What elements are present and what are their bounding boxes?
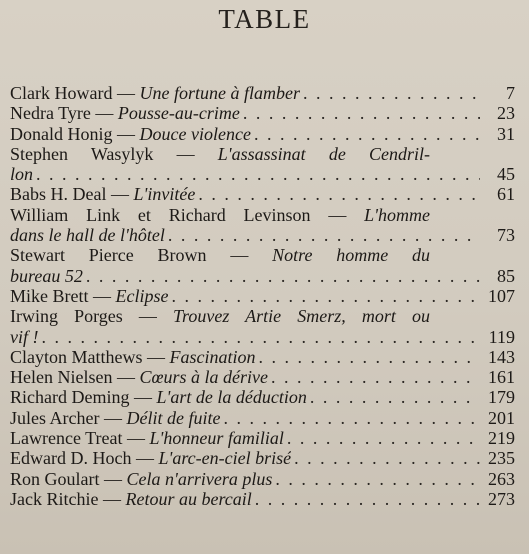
author-name: Ron Goulart <box>10 468 100 489</box>
separator-dash: — <box>129 387 157 408</box>
separator-dash: — <box>131 448 159 469</box>
story-title: Cœurs à la dérive <box>139 367 268 388</box>
author-name: Clayton Matthews <box>10 346 143 367</box>
story-title-continued: bureau 52 <box>10 265 83 286</box>
toc-entry <box>10 347 515 367</box>
separator-dash: — <box>106 184 134 205</box>
story-title: Cela n'arrivera plus <box>126 468 273 489</box>
page-number: 7 <box>506 83 515 103</box>
entry-line <box>10 489 480 509</box>
entry-line <box>10 83 480 103</box>
entry-line <box>10 124 480 144</box>
separator-dash: — <box>142 346 170 367</box>
author-name: Stephen Wasylyk <box>10 143 154 164</box>
dot-leader <box>255 489 480 509</box>
entry-last-line <box>10 164 480 184</box>
separator-dash: — <box>122 428 150 449</box>
story-title: L'invitée <box>133 184 196 205</box>
author-name: Stewart Pierce Brown <box>10 245 207 266</box>
story-title: Notre homme du <box>272 245 430 266</box>
page-number: 219 <box>488 428 515 449</box>
author-name: Lawrence Treat <box>10 428 123 449</box>
page-number: 45 <box>497 164 515 185</box>
entry-line <box>10 469 480 489</box>
separator-dash: — <box>310 204 365 225</box>
toc-entry <box>10 408 515 428</box>
author-name: Nedra Tyre <box>10 103 91 124</box>
toc-entry <box>10 286 515 306</box>
toc-entry <box>10 144 515 185</box>
dot-leader <box>275 469 480 489</box>
author-name: Babs H. Deal <box>10 184 107 205</box>
dot-leader <box>310 387 480 407</box>
author-name: Helen Nielsen <box>10 367 113 388</box>
dot-leader <box>168 225 480 245</box>
toc-entry <box>10 428 515 448</box>
toc-entry <box>10 469 515 489</box>
entry-first-line <box>10 205 430 225</box>
separator-dash: — <box>90 103 118 124</box>
page-number: 161 <box>488 367 515 388</box>
page-number: 119 <box>488 326 515 347</box>
story-title: Douce violence <box>139 123 251 144</box>
toc-entry <box>10 367 515 387</box>
toc-entry <box>10 245 515 286</box>
separator-dash: — <box>88 285 116 306</box>
toc-entry <box>10 83 515 103</box>
author-name: Clark Howard <box>10 83 113 103</box>
dot-leader <box>259 347 481 367</box>
story-title: L'honneur familial <box>149 428 284 449</box>
toc-entry <box>10 448 515 468</box>
page-number: 263 <box>488 468 515 489</box>
page-number: 31 <box>497 123 515 144</box>
entry-line <box>10 448 480 468</box>
story-title: Eclipse <box>115 285 169 306</box>
entry-line <box>10 103 480 123</box>
page-number: 179 <box>488 387 515 408</box>
page-number: 73 <box>497 225 515 246</box>
separator-dash: — <box>122 306 174 327</box>
story-title: Trouvez Artie Smerz, mort ou <box>173 306 430 327</box>
separator-dash: — <box>112 83 140 103</box>
entry-first-line <box>10 144 430 164</box>
entry-line <box>10 347 480 367</box>
toc-entry <box>10 184 515 204</box>
separator-dash: — <box>99 468 127 489</box>
author-name: Irwing Porges <box>10 306 123 327</box>
page-title: TABLE <box>218 4 311 34</box>
dot-leader <box>42 327 481 347</box>
story-title: Fascination <box>169 346 256 367</box>
page-number: 235 <box>488 448 515 469</box>
dot-leader <box>223 408 480 428</box>
separator-dash: — <box>98 488 126 509</box>
separator-dash: — <box>206 245 273 266</box>
story-title: L'arc-en-ciel brisé <box>158 448 292 469</box>
page-number: 201 <box>488 407 515 428</box>
dot-leader <box>171 286 480 306</box>
story-title: L'art de la déduction <box>156 387 307 408</box>
author-name: Donald Honig <box>10 123 113 144</box>
entry-line <box>10 286 480 306</box>
story-title-continued: vif ! <box>10 326 39 347</box>
toc-entry <box>10 205 515 246</box>
story-title: L'assassinat de Cendril- <box>217 143 430 164</box>
toc-entry <box>10 103 515 123</box>
table-of-contents <box>10 83 515 509</box>
dot-leader <box>294 448 480 468</box>
dot-leader <box>254 124 480 144</box>
separator-dash: — <box>112 367 140 388</box>
entry-last-line <box>10 327 480 347</box>
dot-leader <box>86 266 480 286</box>
story-title: L'homme <box>364 204 430 225</box>
author-name: Richard Deming <box>10 387 130 408</box>
page-number: 143 <box>488 346 515 367</box>
dot-leader <box>303 83 480 103</box>
author-name: Jules Archer <box>10 407 100 428</box>
story-title: Une fortune à flamber <box>139 83 300 103</box>
entry-first-line <box>10 306 430 326</box>
page-number: 61 <box>497 184 515 205</box>
story-title: Pousse-au-crime <box>117 103 240 124</box>
page-number: 273 <box>488 488 515 509</box>
entry-line <box>10 367 480 387</box>
story-title-continued: dans le hall de l'hôtel <box>10 225 165 246</box>
dot-leader <box>271 367 480 387</box>
separator-dash: — <box>153 143 218 164</box>
entry-line <box>10 184 480 204</box>
dot-leader <box>36 164 480 184</box>
entry-first-line <box>10 245 430 265</box>
separator-dash: — <box>99 407 127 428</box>
separator-dash: — <box>112 123 140 144</box>
author-name: William Link et Richard Levinson <box>10 204 311 225</box>
entry-last-line <box>10 225 480 245</box>
toc-entry <box>10 387 515 407</box>
author-name: Mike Brett <box>10 285 89 306</box>
page-number: 107 <box>488 285 515 306</box>
dot-leader <box>198 184 480 204</box>
entry-last-line <box>10 266 480 286</box>
page-number: 23 <box>497 103 515 124</box>
entry-line <box>10 387 480 407</box>
toc-entry <box>10 306 515 347</box>
dot-leader <box>243 103 480 123</box>
story-title: Délit de fuite <box>126 407 221 428</box>
story-title-continued: lon <box>10 164 34 185</box>
entry-line <box>10 408 480 428</box>
toc-entry <box>10 489 515 509</box>
dot-leader <box>287 428 480 448</box>
entry-line <box>10 428 480 448</box>
author-name: Edward D. Hoch <box>10 448 132 469</box>
author-name: Jack Ritchie <box>10 488 99 509</box>
toc-entry <box>10 124 515 144</box>
page-number: 85 <box>497 265 515 286</box>
story-title: Retour au bercail <box>125 488 252 509</box>
